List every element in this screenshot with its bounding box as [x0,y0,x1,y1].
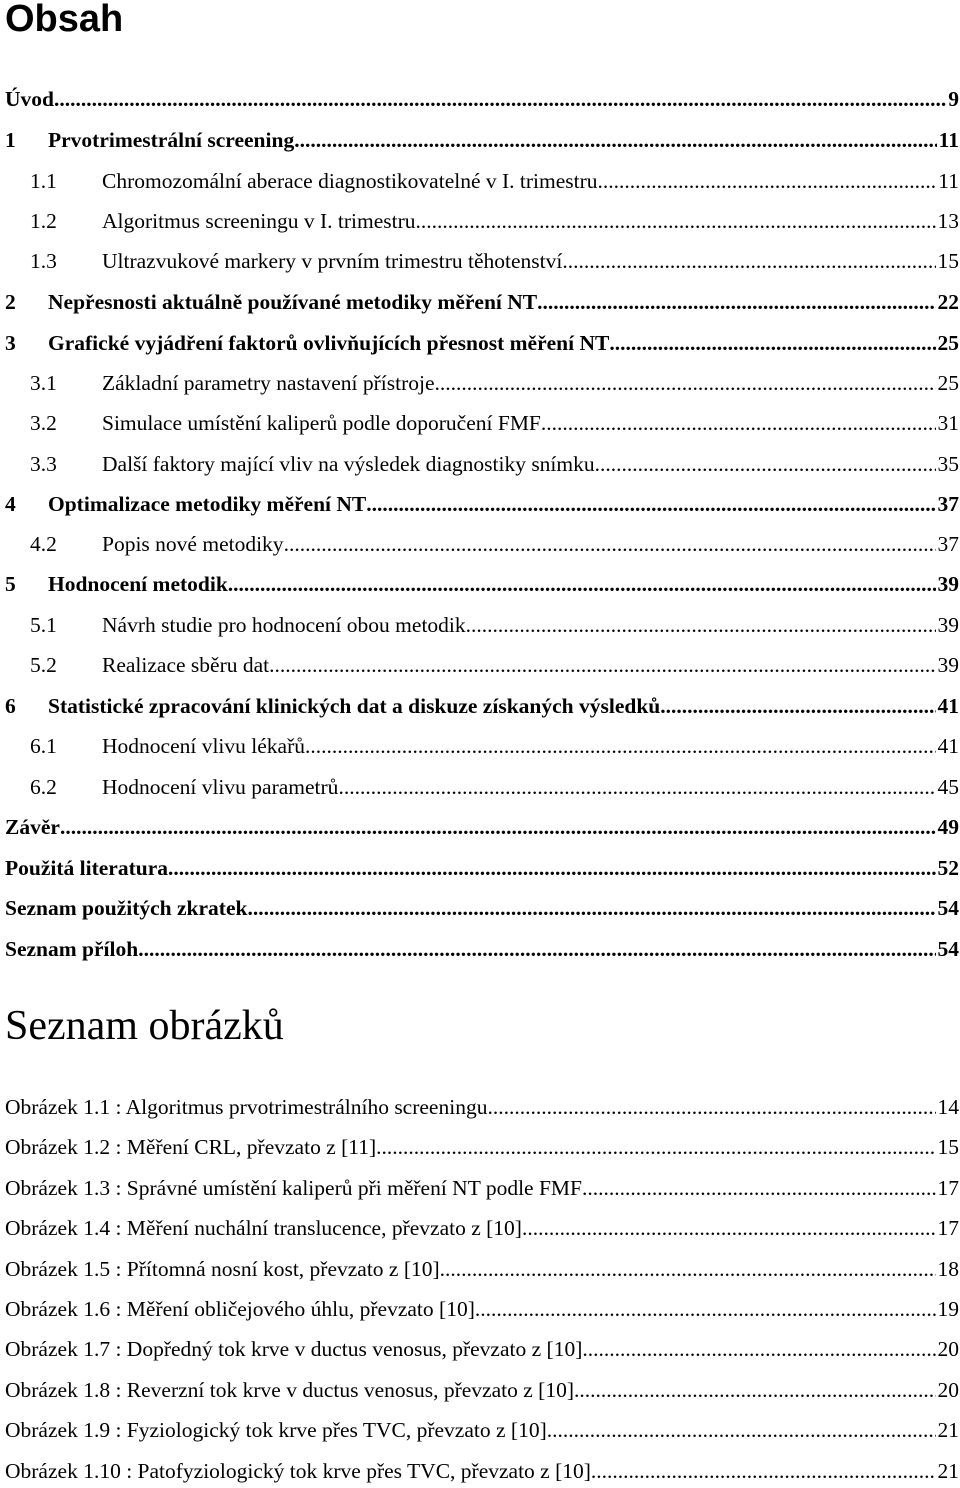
leader-dots [522,1213,936,1243]
figure-entry-page: 17 [937,1216,959,1240]
toc-entry[interactable] [5,934,959,964]
figure-entry-page: 14 [937,1095,959,1119]
leader-dots [294,125,936,155]
leader-dots [60,812,936,842]
figure-entry-page: 21 [937,1418,959,1442]
leader-dots [562,246,935,276]
toc-entry-page: 39 [937,572,959,596]
toc-entry-label: Hodnocení vlivu lékařů [102,734,306,758]
leader-dots [582,1334,935,1364]
toc-entry[interactable] [5,166,959,196]
toc-entry-page: 49 [937,815,959,839]
leader-dots [338,772,935,802]
leader-dots [598,166,937,196]
toc-entry-page: 45 [937,775,959,799]
toc-entry-page: 54 [937,937,959,961]
toc-entry-label: Popis nové metodiky [102,532,284,556]
toc-entry-label: Hodnocení vlivu parametrů [102,775,339,799]
toc-entry[interactable] [5,328,959,358]
toc-entry-page: 37 [937,532,959,556]
toc-entry-label: Použitá literatura [5,856,168,880]
toc-entry[interactable] [5,529,959,559]
leader-dots [445,1254,935,1284]
toc-entry[interactable] [5,691,959,721]
toc-entry-number: 1 [5,128,16,152]
leader-dots [168,853,936,883]
toc-entry-number: 2 [5,290,16,314]
toc-entry-number: 4.2 [30,532,57,556]
leader-dots [541,408,936,438]
leader-dots [421,206,936,236]
toc-entry-page: 41 [937,694,959,718]
figure-entry-label: Obrázek 1.2 : Měření CRL, převzato z [11] [5,1135,377,1159]
toc-entry-label: Optimalizace metodiky měření NT [48,492,367,516]
toc-entry-label: Nepřesnosti aktuálně používané metodiky měření NT [48,290,538,314]
toc-entry-number: 3.2 [30,411,57,435]
leader-dots [475,1294,936,1324]
figure-entry-page: 17 [937,1176,959,1200]
toc-entry-number: 6 [5,694,16,718]
leader-dots [487,1092,935,1122]
toc-entry-label: Návrh studie pro hodnocení obou metodik [102,613,466,637]
toc-entry[interactable] [5,772,959,802]
toc-entry-label: Algoritmus screeningu v I. trimestru. [102,209,421,233]
leader-dots [582,1173,935,1203]
toc-entry-number: 3.1 [30,371,57,395]
toc-entry[interactable] [5,125,959,155]
toc-entry-number: 4 [5,492,16,516]
toc-entry-page: 25 [937,371,959,395]
toc-entry[interactable] [5,812,959,842]
toc-entry-number: 5.1 [30,613,57,637]
leader-dots [54,84,946,114]
toc-entry-label: Další faktory mající vliv na výsledek diagnostiky snímku [102,452,595,476]
leader-dots [552,1415,935,1445]
toc-entry-number: 1.1 [30,169,57,193]
toc-entry-page: 35 [937,452,959,476]
figure-entry[interactable] [5,1173,959,1203]
toc-entry-label: Závěr [5,815,60,839]
toc-entry-number: 6.2 [30,775,57,799]
leader-dots [466,610,936,640]
toc-entry-number: 5 [5,572,16,596]
leader-dots [376,1132,935,1162]
toc-entry[interactable] [5,489,959,519]
figure-entry[interactable] [5,1415,959,1445]
toc-entry-page: 11 [938,128,959,152]
figure-entry-label: Obrázek 1.8 : Reverzní tok krve v ductus venosus, převzato z [10]. [5,1378,580,1402]
leader-dots [305,731,935,761]
toc-entry[interactable] [5,246,959,276]
toc-entry-page: 54 [937,896,959,920]
leader-dots [247,893,935,923]
toc-entry-label: Grafické vyjádření faktorů ovlivňujících přesnost měření NT [48,331,610,355]
figure-entry-page: 15 [937,1135,959,1159]
toc-entry[interactable] [5,731,959,761]
toc-entry-number: 1.3 [30,249,57,273]
toc-entry[interactable] [5,408,959,438]
toc-entry-page: 37 [937,492,959,516]
toc-entry-label: Simulace umístění kaliperů podle doporučení FMF [102,411,541,435]
toc-entry[interactable] [5,569,959,599]
figure-entry[interactable] [5,1092,959,1122]
toc-entry-page: 25 [937,331,959,355]
toc-entry-number: 3 [5,331,16,355]
toc-entry[interactable] [5,287,959,317]
toc-entry-label: Prvotrimestrální screening [48,128,295,152]
toc-entry-label: Realizace sběru dat [102,653,270,677]
toc-entry[interactable] [5,206,959,236]
figure-entry-page: 21 [937,1459,959,1483]
toc-entry-label: Ultrazvukové markery v prvním trimestru těhotenství [102,249,563,273]
figure-entry-label: Obrázek 1.5 : Přítomná nosní kost, převzato z [10]. [5,1257,446,1281]
toc-entry-page: 13 [937,209,959,233]
toc-entry[interactable] [5,368,959,398]
figure-entry-label: Obrázek 1.6 : Měření obličejového úhlu, převzato [10] [5,1297,475,1321]
toc-entry[interactable] [5,853,959,883]
figure-entry-label: Obrázek 1.4 : Měření nuchální translucence, převzato z [10] [5,1216,522,1240]
toc-entry-page: 9 [948,87,959,111]
figure-entry[interactable] [5,1375,959,1405]
toc-entry-page: 41 [937,734,959,758]
figure-entry-page: 20 [937,1378,959,1402]
leader-dots [284,529,936,559]
toc-entry-page: 15 [937,249,959,273]
leader-dots [591,1456,936,1486]
toc-entry-label: Hodnocení metodik [48,572,228,596]
leader-dots [138,934,935,964]
figures-title: Seznam obrázků [5,1003,284,1049]
leader-dots [435,368,936,398]
toc-entry-page: 11 [938,169,959,193]
toc-title: Obsah [5,0,124,40]
figure-entry-label: Obrázek 1.3 : Správné umístění kaliperů při měření NT podle FMF [5,1176,583,1200]
toc-entry-page: 22 [937,290,959,314]
figure-entry[interactable] [5,1132,959,1162]
figure-entry-page: 20 [937,1337,959,1361]
toc-entry-number: 5.2 [30,653,57,677]
figure-entry[interactable] [5,1456,959,1486]
figure-entry-label: Obrázek 1.1 : Algoritmus prvotrimestrálního screeningu [5,1095,488,1119]
toc-entry-page: 52 [937,856,959,880]
leader-dots [366,489,935,519]
figure-entry[interactable] [5,1254,959,1284]
toc-entry-label: Základní parametry nastavení přístroje [102,371,435,395]
figure-entry-label: Obrázek 1.9 : Fyziologický tok krve přes TVC, převzato z [10]. [5,1418,553,1442]
toc-entry[interactable] [5,84,959,114]
leader-dots [228,569,936,599]
figure-entry-page: 19 [937,1297,959,1321]
toc-entry-number: 1.2 [30,209,57,233]
figure-entry[interactable] [5,1334,959,1364]
leader-dots [595,449,936,479]
toc-entry-page: 31 [937,411,959,435]
figure-entry-label: Obrázek 1.7 : Dopředný tok krve v ductus venosus, převzato z [10] [5,1337,583,1361]
toc-entry-label: Statistické zpracování klinických dat a diskuze získaných výsledků [48,694,661,718]
leader-dots [269,650,935,680]
toc-entry-label: Seznam příloh [5,937,139,961]
figure-entry-page: 18 [937,1257,959,1281]
figure-entry[interactable] [5,1213,959,1243]
leader-dots [660,691,935,721]
toc-entry[interactable] [5,610,959,640]
toc-entry-label: Chromozomální aberace diagnostikovatelné v I. trimestru [102,169,598,193]
toc-entry-number: 6.1 [30,734,57,758]
toc-entry-number: 3.3 [30,452,57,476]
leader-dots [609,328,935,358]
leader-dots [537,287,935,317]
toc-entry[interactable] [5,449,959,479]
toc-entry-page: 39 [937,653,959,677]
toc-entry-label: Seznam použitých zkratek [5,896,248,920]
figure-entry[interactable] [5,1294,959,1324]
toc-entry-page: 39 [937,613,959,637]
toc-entry[interactable] [5,893,959,923]
toc-entry[interactable] [5,650,959,680]
figure-entry-label: Obrázek 1.10 : Patofyziologický tok krve přes TVC, převzato z [10] [5,1459,591,1483]
leader-dots [579,1375,935,1405]
toc-entry-label: Úvod [5,87,54,111]
